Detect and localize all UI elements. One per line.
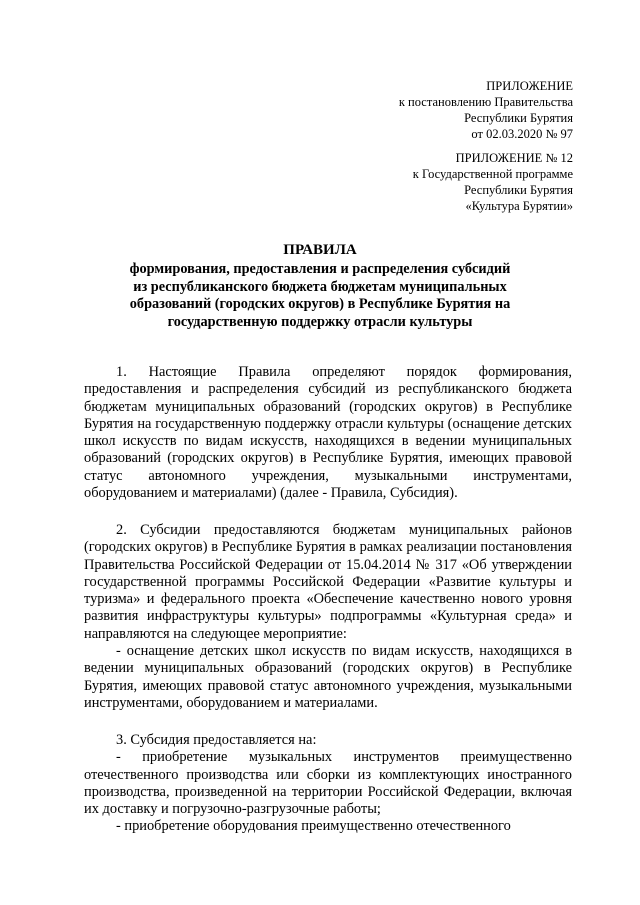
section-3-list-item: - приобретение оборудования преимущественно отечественного <box>116 818 511 835</box>
approval-date-number: от 02.03.2020 № 97 <box>471 127 573 141</box>
section-3-paragraph: 3. Субсидия предоставляется на: <box>116 732 317 748</box>
appendix-program-name: «Культура Бурятии» <box>465 199 573 213</box>
approval-region: Республики Бурятия <box>464 111 573 125</box>
section-2 <box>84 522 572 712</box>
approval-stamp-program <box>293 150 573 214</box>
subtitle-line: формирования, предоставления и распределения субсидий <box>129 260 511 277</box>
subtitle-line: образований (городских округов) в Республике Бурятия на <box>129 296 511 313</box>
approval-reference: к постановлению Правительства <box>398 95 573 109</box>
subtitle-line: государственную поддержку отрасли культуры <box>167 314 473 331</box>
section-1-paragraph: 1. Настоящие Правила определяют порядок формирования, предоставления и распределения субсидий из республиканского бюджета бюджетам муниципальных образований (городских округов) в Республике Бурятия на государственную поддержку отрасли культуры (оснащение детских школ искусств по видам искусств, находящихся в ведении муниципальных образований (городских округов) в Республике Бурятия, имеющих правовой статус автономного учреждения, музыкальными инструментами, оборудованием и материалами) (далее - Правила, Субсидия). <box>84 364 572 502</box>
section-3 <box>84 732 572 836</box>
appendix-region: Республики Бурятия <box>464 183 573 197</box>
appendix-reference: к Государственной программе <box>412 167 573 181</box>
section-2-paragraph: 2. Субсидии предоставляются бюджетам муниципальных районов (городских округов) в Республике Бурятия в рамках реализации постановления Правительства Российской Федерации от 15.04.2014 № 317 «Об утверждении государственной программы Российской Федерации «Развитие культуры и туризма» и федерального проекта «Обеспечение качественно нового уровня развития инфраструктуры культуры» подпрограммы «Культурная среда» и направляются на следующее мероприятие: <box>84 522 572 642</box>
document-title: ПРАВИЛА <box>283 242 357 258</box>
subtitle-line: из республиканского бюджета бюджетам муниципальных <box>133 278 507 295</box>
section-3-list-item: - приобретение музыкальных инструментов преимущественно отечественного производства или сборки из комплектующих иностранного производства, произведенной на территории Российской Федерации, включая их доставку и погрузочно-разгрузочные работы; <box>84 749 572 818</box>
document-title-block <box>100 242 540 332</box>
appendix-label: ПРИЛОЖЕНИЕ № 12 <box>455 151 573 165</box>
approval-label: ПРИЛОЖЕНИЕ <box>486 79 573 93</box>
approval-stamp-resolution <box>293 78 573 142</box>
section-1 <box>84 364 572 502</box>
section-2-list-item: - оснащение детских школ искусств по видам искусств, находящихся в ведении муниципальных образований (городских округов) в Республике Бурятия, имеющих правовой статус автономного учреждения, музыкальными инструментами, оборудованием и материалами. <box>84 643 572 711</box>
